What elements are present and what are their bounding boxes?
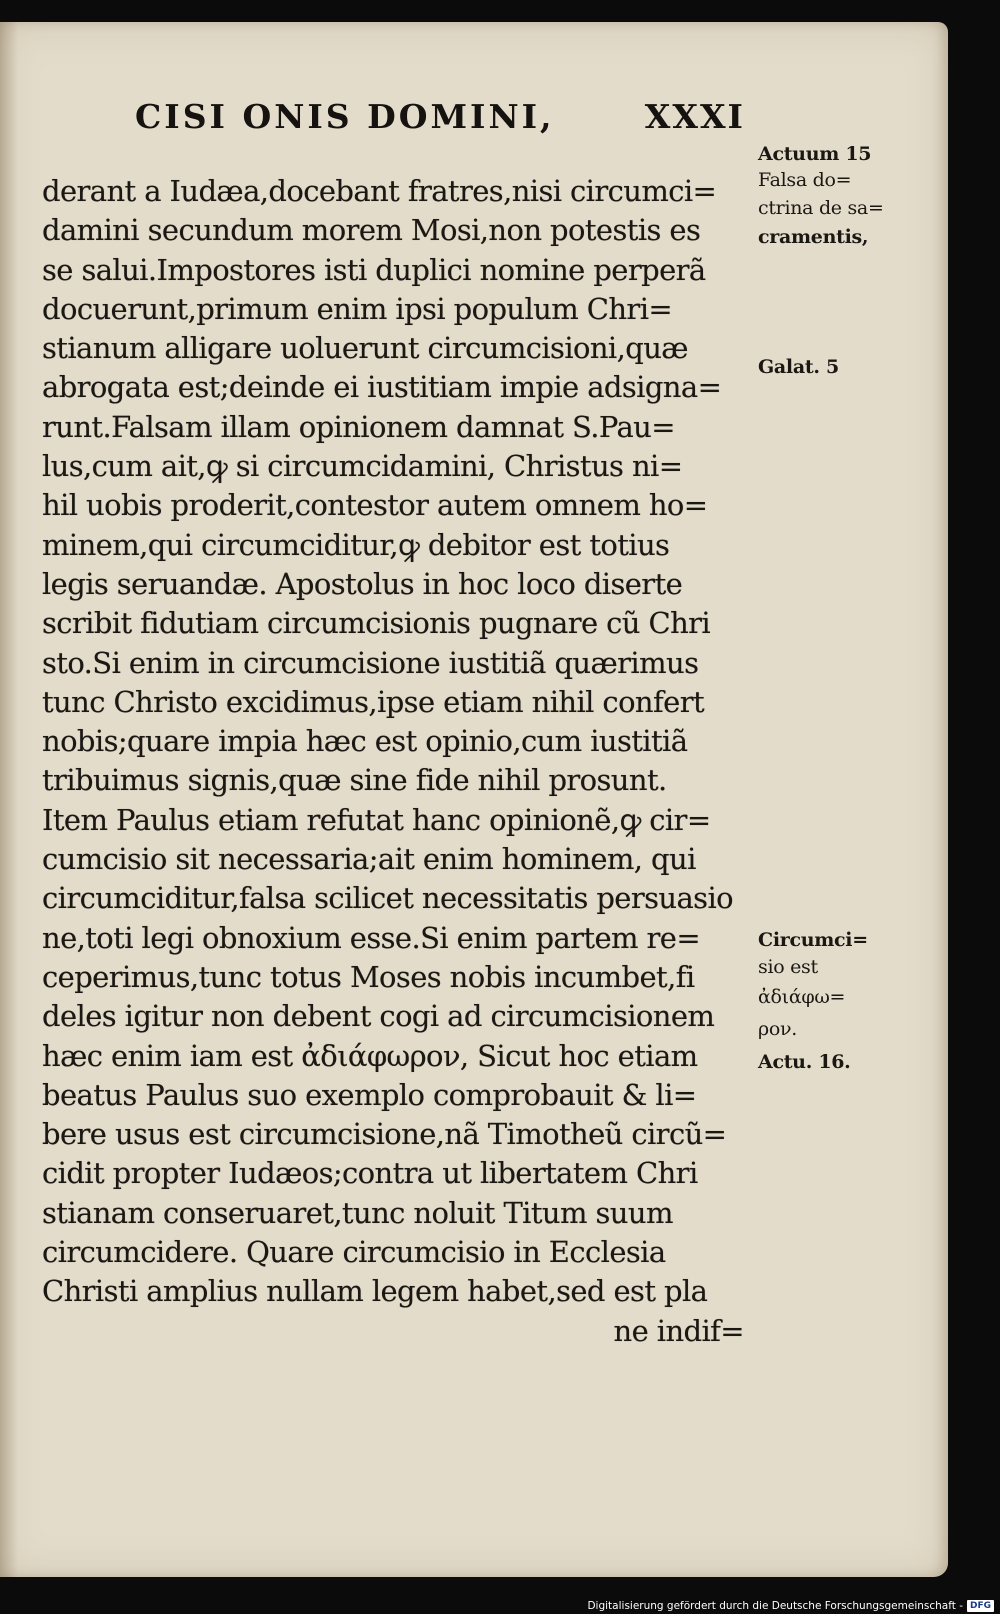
margin-notes [758, 22, 918, 1522]
text-line: legis seruandæ. Apostolus in hoc loco diserte [42, 566, 683, 601]
margin-note-adiaphoron: ἀδιάφω= [758, 986, 846, 1008]
text-line: nobis;quare impia hæc est opinio,cum iustitiã [42, 724, 688, 759]
margin-note-false-doctrine-2: ctrina de sa= [758, 197, 884, 219]
margin-note-adiaphoron-2: ρον. [758, 1018, 797, 1040]
credit-text: Digitalisierung gefördert durch die Deutsche Forschungsgemeinschaft - [587, 1600, 963, 1612]
text-line: beatus Paulus suo exemplo comprobauit & li= [42, 1077, 697, 1112]
body-text [42, 172, 754, 1351]
text-line: tunc Christo excidimus,ipse etiam nihil confert [42, 684, 705, 719]
margin-note-acts-15: Actuum 15 [758, 143, 872, 165]
folio-number: XXXI [644, 97, 745, 136]
text-line: Christi amplius nullam legem habet,sed est pla [42, 1274, 708, 1309]
text-line: cidit propter Iudæos;contra ut libertatem Chri [42, 1156, 698, 1191]
text-line: Item Paulus etiam refutat hanc opinionẽ,ꝙ cir= [42, 802, 711, 837]
digitization-credit [587, 1600, 994, 1612]
dfg-logo: DFG [967, 1600, 994, 1612]
text-line: circumcidere. Quare circumcisio in Ecclesia [42, 1235, 666, 1270]
text-line: ne,toti legi obnoxium esse.Si enim partem re= [42, 920, 701, 955]
text-line: runt.Falsam illam opinionem damnat S.Pau= [42, 409, 675, 444]
text-line: stianam conseruaret,tunc noluit Titum suum [42, 1195, 673, 1230]
text-line: se salui.Impostores isti duplici nomine perperã [42, 252, 706, 287]
text-line: lus,cum ait,ꝙ si circumcidamini, Christus ni= [42, 449, 683, 484]
book-page [0, 22, 948, 1577]
text-line: damini secundum morem Mosi,non potestis es [42, 213, 701, 248]
text-line: sto.Si enim in circumcisione iustitiã quærimus [42, 645, 699, 680]
text-line: scribit fidutiam circumcisionis pugnare cũ Chri [42, 606, 711, 641]
text-line: ceperimus,tunc totus Moses nobis incumbet,fi [42, 959, 695, 994]
text-line: derant a Iudæa,docebant fratres,nisi circumci= [42, 174, 717, 208]
margin-note-circumcision: Circumci= [758, 929, 868, 951]
margin-note-circumcision-2: sio est [758, 956, 818, 978]
text-line: hil uobis proderit,contestor autem omnem ho= [42, 488, 708, 523]
margin-note-sacraments: cramentis, [758, 226, 869, 248]
text-line: hæc enim iam est ἀδιάφωρον, Sicut hoc etiam [42, 1038, 698, 1073]
text-line: tribuimus signis,quæ sine fide nihil prosunt. [42, 763, 667, 798]
text-line: cumcisio sit necessaria;ait enim hominem, qui [42, 842, 696, 877]
margin-note-false-doctrine: Falsa do= [758, 169, 852, 191]
text-line: stianum alligare uoluerunt circumcisioni,quæ [42, 331, 688, 366]
catchword-line: ne indif= [613, 1313, 744, 1348]
text-line: abrogata est;deinde ei iustitiam impie adsigna= [42, 370, 722, 405]
running-head [135, 97, 745, 147]
text-line: minem,qui circumciditur,ꝙ debitor est totius [42, 527, 670, 562]
text-line: docuerunt,primum enim ipsi populum Chri= [42, 291, 673, 326]
running-title: CISI ONIS DOMINI, [135, 97, 555, 136]
text-line: deles igitur non debent cogi ad circumcisionem [42, 999, 715, 1034]
text-line: bere usus est circumcisione,nã Timotheũ circũ= [42, 1117, 727, 1152]
margin-note-galat-5: Galat. 5 [758, 356, 839, 378]
margin-note-acts-16: Actu. 16. [758, 1051, 851, 1073]
text-line: circumciditur,falsa scilicet necessitatis persuasio [42, 881, 734, 916]
